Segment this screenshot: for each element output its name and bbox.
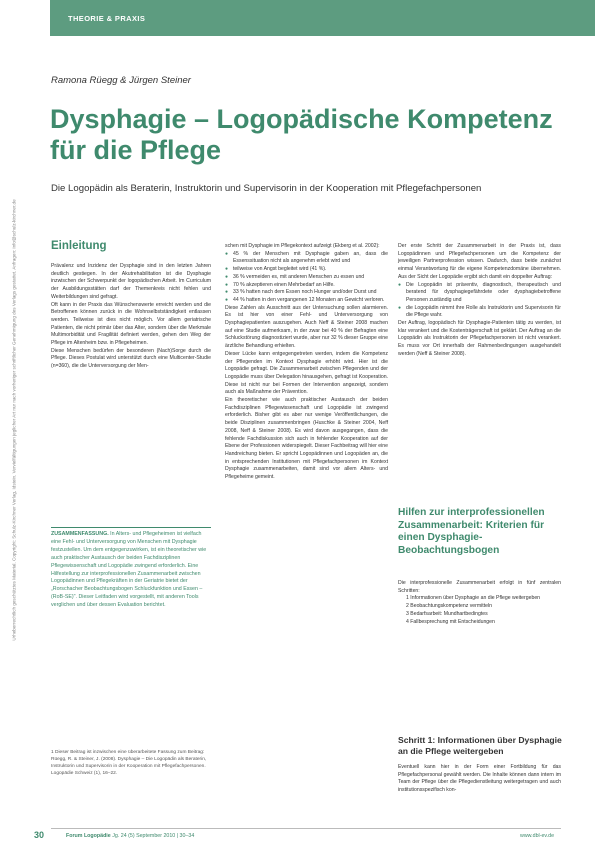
column-1 xyxy=(51,263,211,371)
paragraph: Dieser Lücke kann entgegengetreten werden, indem die Kompetenz der Pflegenden im Kontext Dysphagie erhöht wird. Hier ist die Logopädie gefragt. Die Zusammenarbeit zwischen Pflegenden und der Logopädie muss über Delegation hinausgehen, gefragt ist Kooperation. Diese ist nicht nur bei Formen der Intervention angezeigt, sondern auch als Maßnahme der Prävention. xyxy=(225,350,388,396)
column-2 xyxy=(225,243,388,482)
section-label: THEORIE & PRAXIS xyxy=(68,14,146,23)
step1-text: Eventuell kann hier in der Form einer Fortbildung für das Pflegefachpersonal gewählt werden. Die Inhalte können dann intern im Team der Pflege über die Pflegedienstleitung weitergetragen und auch institutionsspezifisch kon- xyxy=(398,764,561,794)
publication-issue: Jg. 24 (5) September 2010 | 30–34 xyxy=(112,833,195,839)
summary-text: In Alters- und Pflegeheimen ist vielfach eine Fehl- und Unterversorgung von Menschen mit Dysphagie festzustellen. Um dem entgegenzuwirken, ist ein theoretischer wie auch praktischer Austausch der beiden Fachdisziplinen Pflegewissenschaft und Logopädie zwingend erforderlich. Eine Hilfestellung zur interprofessionellen Zusammenarbeit zwischen Logopädinnen und Pflegekräften in der Geriatrie bietet der „Rorschacher Beobachtungsbogen Schluckfunktion und Essen – (RoB-SE)". Dieser Leitfaden wird vorgestellt, mit anderen Tools verglichen und über dessen Evaluation berichtet. xyxy=(51,531,207,609)
section2-body xyxy=(398,580,561,626)
summary-box xyxy=(51,527,211,610)
list-item: ● 33 % hatten nach dem Essen noch Hunger und/oder Durst und xyxy=(225,289,388,297)
footer-divider xyxy=(51,828,561,829)
steps-list xyxy=(398,595,561,626)
paragraph: Diese Menschen bedürfen der besonderen (Nach)Sorge durch die Pflege. Dieses Postulat wird unterstützt durch eine Multicenter-Studie (n=360), die die Unterversorgung der Men- xyxy=(51,347,211,370)
paragraph: Ein theoretischer wie auch praktischer Austausch der beiden Fachdisziplinen Pflegewissenschaft und Logopädie ist zwingend erforderlich. Bisher gibt es aber nur wenige Veröffentlichungen, die beide Disziplinen zusammenbringen (Huschke & Steiner 2004, Neff 2008, Neff & Steiner 2008). Es wird davon ausgegangen, dass die fehlende Fachdiskussion sich auch in fehlender Kooperation auf der Ebene der Professionen widerspiegelt. Dieser Fachbeitrag will hier eine Handreichung bieten. Er spricht Logopädinnen und Logopäden an, die in entsprechenden Institutionen mit Pflegefachpersonen im Kontext Dysphagie zusammenarbeiten, damit sind vor allem Alters- und Pflegeheime gemeint. xyxy=(225,397,388,481)
footnote: 1 Dieser Beitrag ist inzwischen eine überarbeitete Fassung zum Beitrag: Rüegg, R. & Steiner, J. (2008). Dysphagie – Die Logopädin als Beraterin, Instruktorin und Supervisorin in der Kooperation mit Pflegefachpersonen. Logopädie Schweiz (1), 16–22. xyxy=(51,750,207,776)
list-item: 1 Informationen über Dysphagie an die Pflege weitergeben xyxy=(406,595,541,602)
paragraph: Die interprofessionelle Zusammenarbeit erfolgt in fünf zentralen Schritten: xyxy=(398,580,561,594)
paragraph: Oft kann in der Praxis das Wünschenswerte erreicht werden und die Betroffenen können zurück in die Wohnselbstständigkeit entlassen werden. Teilweise ist dies nicht möglich. Vor allem geriatrische Patienten, die nicht primär über das Alter, sondern über die Merkmale Multimorbidität und Fragilität definiert werden, gehen den Weg der Pflege im Altenheim bzw. in Pflegeheimen. xyxy=(51,301,211,347)
list-item: ● 70 % akzeptieren einen Mehrbedarf an Hilfe. xyxy=(225,282,388,290)
list-item: ● 45 % der Menschen mit Dysphagie gaben an, dass die Essenssituation nicht als angenehm erlebt wird und xyxy=(225,251,388,266)
paragraph: Der Auftrag, logopädisch für Dysphagie-Patienten tätig zu werden, ist klar verankert und die Kostenträgerschaft ist geklärt. Der Auftrag an die Logopädin als Instruktorin der Pflegefachpersonen ist nicht verankert. Es muss vor Ort innerhalb der Rahmenbedingungen ausgehandelt werden (Neff & Steiner 2008). xyxy=(398,320,561,357)
role-list xyxy=(398,282,561,321)
paragraph: schen mit Dysphagie im Pflegekontext aufzeigt (Ekberg et al. 2002): xyxy=(225,243,380,249)
publisher-url[interactable]: www.dbl-ev.de xyxy=(520,833,555,839)
list-item: 2 Beobachtungskompetenz vermitteln xyxy=(406,603,493,610)
list-item: ● Die Logopädin ist präventiv, diagnostisch, therapeutisch und beratend für dysphagiegefährdete oder dysphagiebetroffene Personen zuständig und xyxy=(398,282,561,305)
list-item: ● teilweise von Angst begleitet wird (41 %). xyxy=(225,266,388,274)
paragraph: Prävalenz und Inzidenz der Dysphagie sind in den letzten Jahren deutlich gestiegen. In der Akutrehabilitation ist die Dysphagie inzwischen der Schwerpunkt der logopädischen Arbeit. Im Curriculum der Ausbildungsstätten darf der Themenkreis nicht fehlen und Weiterbildungen sind gefragt. xyxy=(51,263,211,300)
article-subtitle: Die Logopädin als Beraterin, Instruktorin und Supervisorin in der Kooperation mit Pflegefachpersonen xyxy=(51,183,482,194)
column-3 xyxy=(398,243,561,359)
intro-heading: Einleitung xyxy=(51,240,107,252)
section2-heading: Hilfen zur interprofessionellen Zusammenarbeit: Kriterien für einen Dysphagie-Beobachtungsbogen xyxy=(398,507,545,556)
summary-label: ZUSAMMENFASSUNG. xyxy=(51,531,109,537)
statistics-list xyxy=(225,251,388,305)
publication-name: Forum Logopädie xyxy=(66,833,111,839)
copyright-side-note: Urheberrechtlich geschütztes Material. Copyright: Schulz-Kirchner Verlag, Idstein. Vervielfältigungen jeglicher Art nur nach vorheriger schriftlicher Genehmigung des Verlags gestattet. Anfragen: info@schulz-kirchner.de xyxy=(11,199,17,641)
article-title: Dysphagie – Logopädische Kompetenz für die Pflege xyxy=(50,104,553,165)
paragraph: Der erste Schritt der Zusammenarbeit in der Praxis ist, dass Logopädinnen und Pflegefachpersonen um die Kompetenz der jeweiligen Partnerprofession wissen. Dadurch, dass beide zunächst einmal Verantwortung für die eigene Kompetenzdomäne übernehmen. Aus der Sicht der Logopädie ergibt sich damit ein doppelter Auftrag: xyxy=(398,243,561,280)
list-item: 3 Bedarfsarbeit: Mundhartbedingtes xyxy=(406,610,488,617)
list-item: ● 44 % hatten in den vergangenen 12 Monaten an Gewicht verloren. xyxy=(225,297,388,305)
list-item: ● die Logopädin nimmt ihre Rolle als Instruktorin und Supervisorin für die Pflege wahr. xyxy=(398,305,561,320)
article-authors: Ramona Rüegg & Jürgen Steiner xyxy=(51,75,191,86)
list-item: ● 36 % vermeiden es, mit anderen Menschen zu essen und xyxy=(225,274,388,282)
step1-heading: Schritt 1: Informationen über Dysphagie an die Pflege weitergeben xyxy=(398,735,562,756)
page-number: 30 xyxy=(34,830,45,840)
paragraph: Diese Zahlen als Ausschnitt aus der Untersuchung sollen alarmieren. Es ist hier von einer Fehl- und Unterversorgung von Dysphagiepatienten auszugehen. Auch Neff & Steiner 2008 machen auf eine Studie aufmerksam, in der zwar bei 40 % der Befragten eine Schluckstörung diagnostiziert wurde, aber nur 32 % dieser Gruppe eine ärztliche Behandlung erhielten. xyxy=(225,304,388,350)
list-item: 4 Fallbesprechung mit Entscheidungen xyxy=(406,618,495,625)
publication-info xyxy=(66,833,194,839)
